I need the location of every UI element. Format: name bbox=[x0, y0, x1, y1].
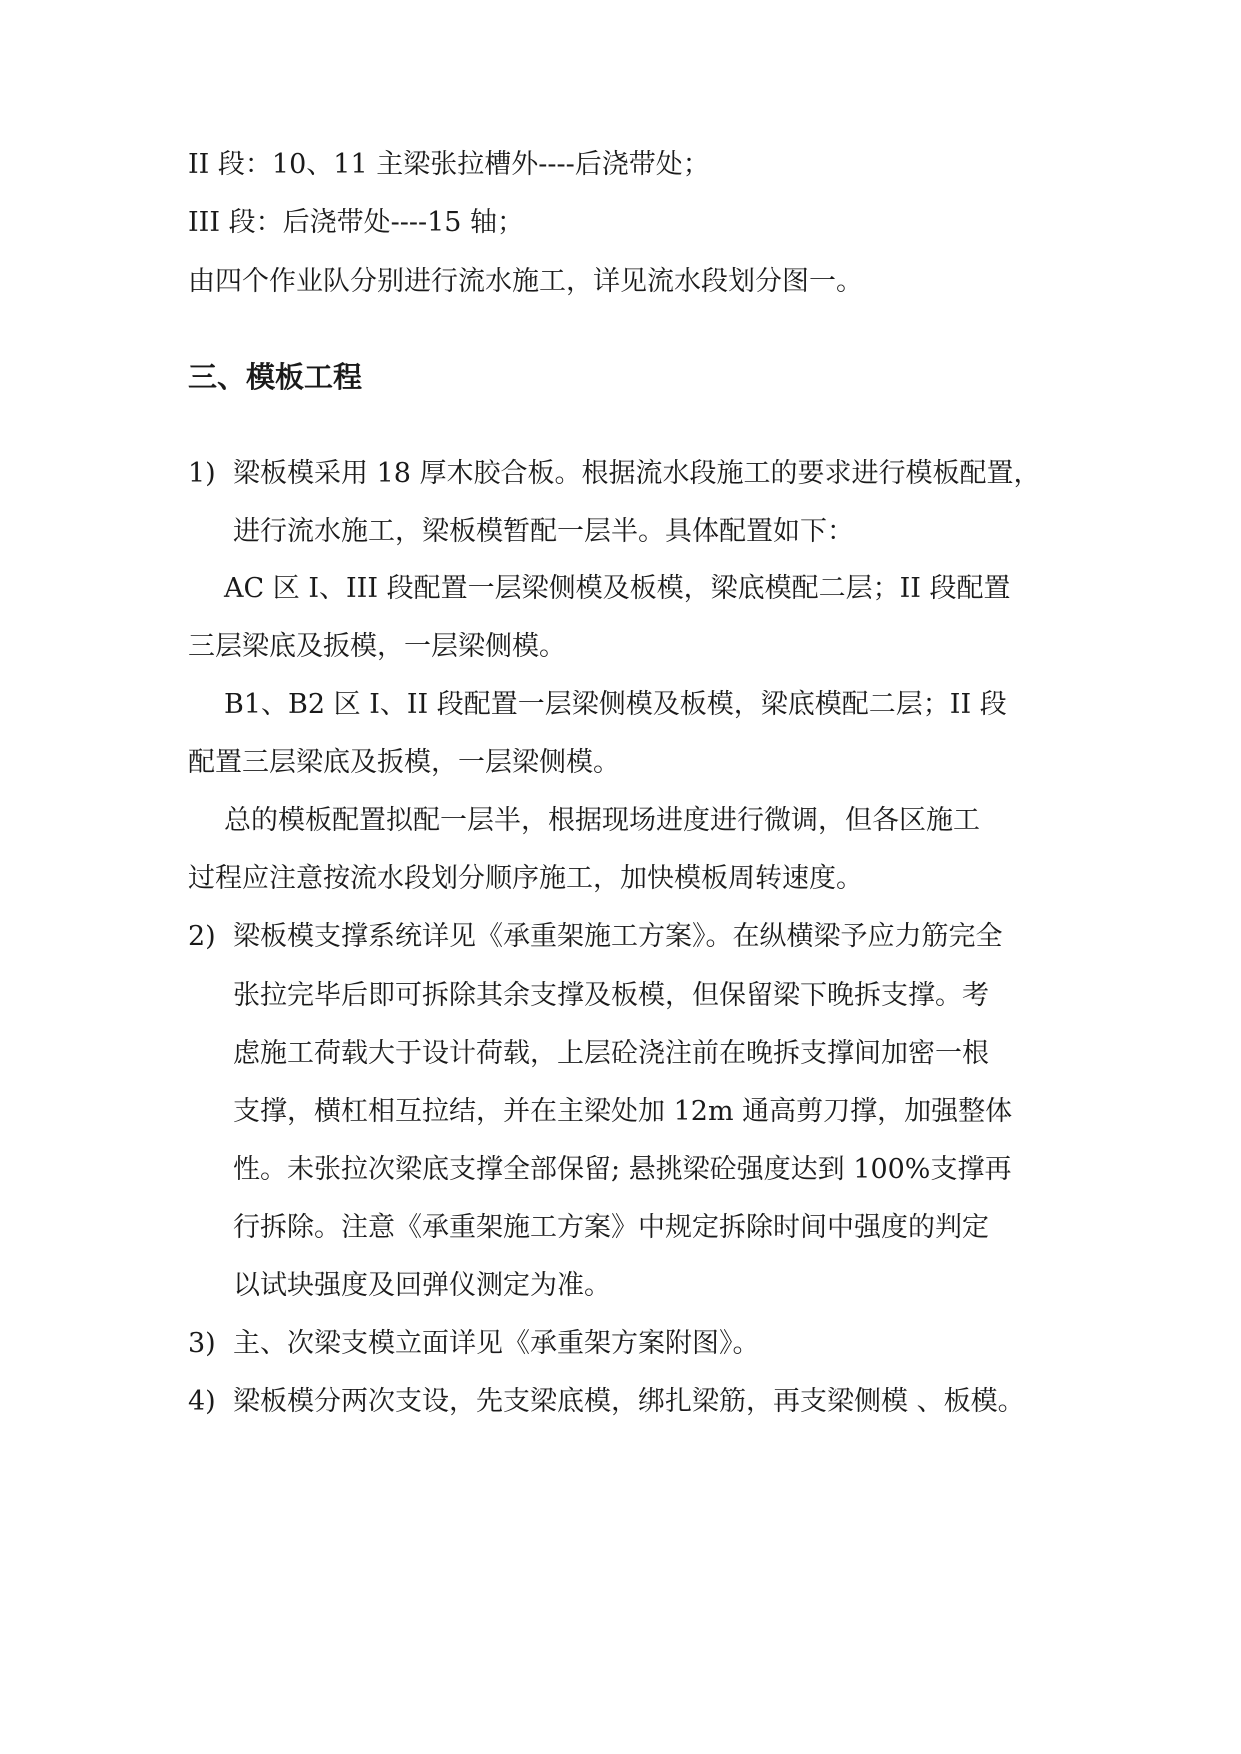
item-line: 虑施工荷载大于设计荷载，上层砼浇注前在晚拆支撑间加密一根 bbox=[233, 1038, 989, 1069]
item-line: 进行流水施工，梁板模暂配一层半。具体配置如下： bbox=[233, 516, 854, 547]
item-number: 2) bbox=[188, 921, 216, 952]
intro-line: 由四个作业队分别进行流水施工，详见流水段划分图一。 bbox=[188, 266, 863, 297]
config-line: 配置三层梁底及扳模，一层梁侧模。 bbox=[188, 747, 620, 778]
item-number: 1) bbox=[188, 458, 216, 489]
item-number: 3) bbox=[188, 1328, 216, 1359]
item-line: 梁板模支撑系统详见《承重架施工方案》。在纵横梁予应力筋完全 bbox=[233, 921, 1003, 952]
item-line: 支撑，横杠相互拉结，并在主梁处加 12m 通高剪刀撑，加强整体 bbox=[233, 1096, 1013, 1127]
config-line: B1、B2 区 I、II 段配置一层梁侧模及板模，梁底模配二层；II 段 bbox=[224, 689, 1007, 720]
config-line: 三层梁底及扳模，一层梁侧模。 bbox=[188, 631, 566, 662]
section-heading: 三、模板工程 bbox=[188, 360, 363, 394]
item-line: 梁板模采用 18 厚木胶合板。根据流水段施工的要求进行模板配置， bbox=[233, 458, 1041, 489]
item-line: 张拉完毕后即可拆除其余支撑及板模，但保留梁下晚拆支撑。考 bbox=[233, 980, 989, 1011]
item-line: 以试块强度及回弹仪测定为准。 bbox=[233, 1270, 611, 1301]
intro-line: II 段：10、11 主梁张拉槽外----后浇带处； bbox=[188, 149, 710, 180]
intro-line: III 段：后浇带处----15 轴； bbox=[188, 207, 525, 238]
config-line: 总的模板配置拟配一层半，根据现场进度进行微调，但各区施工 bbox=[224, 805, 980, 836]
item-number: 4) bbox=[188, 1386, 216, 1417]
item-line: 梁板模分两次支设，先支梁底模，绑扎梁筋，再支梁侧模 、板模。 bbox=[233, 1386, 1025, 1417]
config-line: 过程应注意按流水段划分顺序施工，加快模板周转速度。 bbox=[188, 863, 863, 894]
item-line: 主、次梁支模立面详见《承重架方案附图》。 bbox=[233, 1328, 760, 1359]
config-line: AC 区 I、III 段配置一层梁侧模及板模，梁底模配二层；II 段配置 bbox=[224, 573, 1011, 604]
item-line: 行拆除。注意《承重架施工方案》中规定拆除时间中强度的判定 bbox=[233, 1212, 989, 1243]
item-line: 性。未张拉次梁底支撑全部保留; 悬挑梁砼强度达到 100%支撑再 bbox=[233, 1154, 1012, 1185]
